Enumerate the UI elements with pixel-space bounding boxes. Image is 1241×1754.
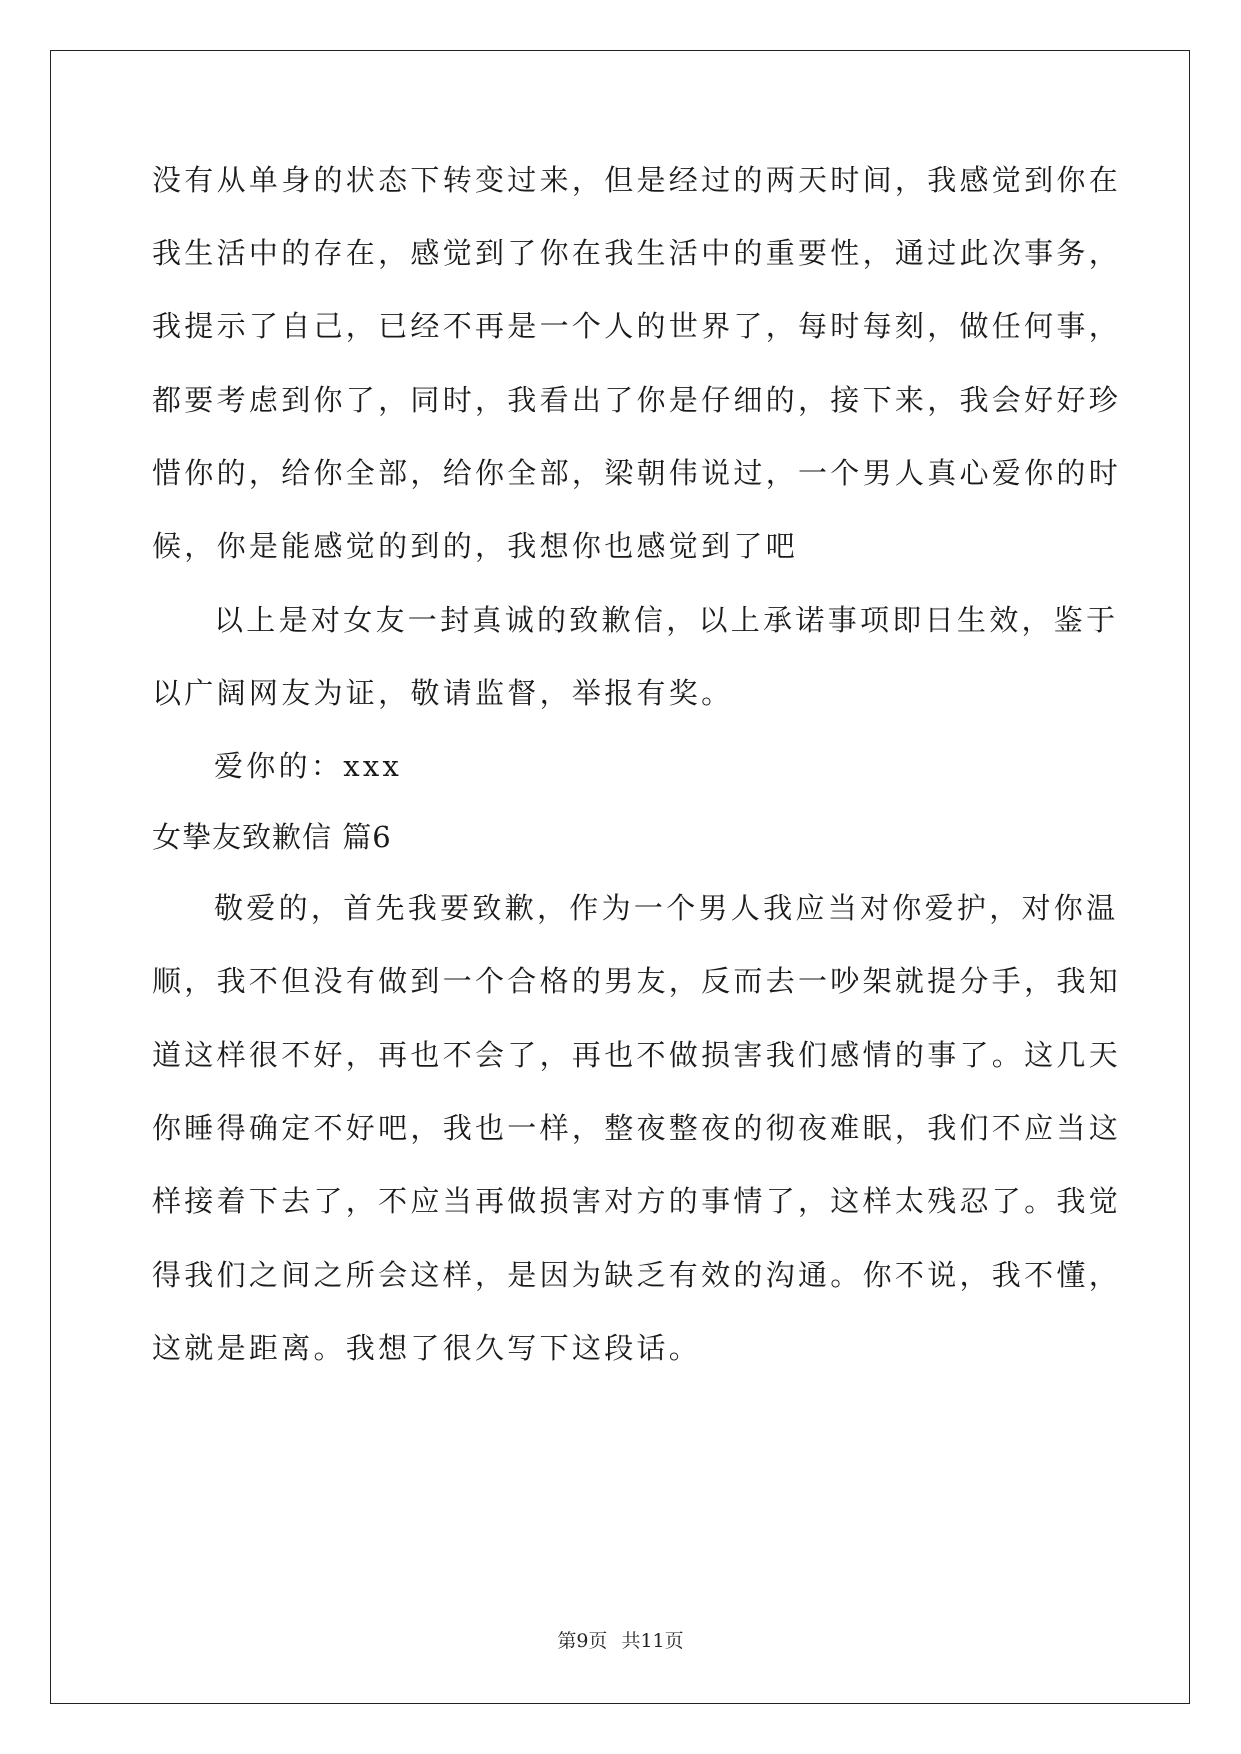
paragraph-line: 以上是对女友一封真诚的致歉信，以上承诺事项即日生效，鉴于	[214, 603, 1119, 637]
page-footer	[0, 1629, 1241, 1653]
paragraph-line: 顺，我不但没有做到一个合格的男友，反而去一吵架就提分手，我知	[152, 964, 1122, 998]
paragraph-line: 你睡得确定不好吧，我也一样，整夜整夜的彻夜难眠，我们不应当这	[152, 1111, 1122, 1145]
paragraph-line: 这就是距离。我想了很久写下这段话。	[152, 1331, 702, 1365]
paragraph-line: 我提示了自己，已经不再是一个人的世界了，每时每刻，做任何事，	[152, 309, 1122, 343]
total-pages: 共11页	[621, 1630, 684, 1652]
signature: 爱你的：xxx	[214, 749, 403, 783]
paragraph-line: 候，你是能感觉的到的，我想你也感觉到了吧	[152, 529, 799, 563]
section-heading: 女挚友致歉信 篇6	[152, 820, 392, 854]
paragraph-line: 都要考虑到你了，同时，我看出了你是仔细的，接下来，我会好好珍	[152, 383, 1122, 417]
paragraph-line: 得我们之间之所会这样，是因为缺乏有效的沟通。你不说，我不懂，	[152, 1258, 1122, 1292]
paragraph-line: 敬爱的，首先我要致歉，作为一个男人我应当对你爱护，对你温	[214, 891, 1119, 925]
paragraph-line: 没有从单身的状态下转变过来，但是经过的两天时间，我感觉到你在	[152, 163, 1122, 197]
paragraph-line: 我生活中的存在，感觉到了你在我生活中的重要性，通过此次事务，	[152, 236, 1122, 270]
page-number: 第9页	[557, 1630, 608, 1652]
paragraph-line: 样接着下去了，不应当再做损害对方的事情了，这样太残忍了。我觉	[152, 1184, 1122, 1218]
paragraph-line: 道这样很不好，再也不会了，再也不做损害我们感情的事了。这几天	[152, 1038, 1122, 1072]
page-border	[50, 50, 1190, 1704]
paragraph-line: 惜你的，给你全部，给你全部，梁朝伟说过，一个男人真心爱你的时	[152, 456, 1122, 490]
paragraph-line: 以广阔网友为证，敬请监督，举报有奖。	[152, 676, 734, 710]
